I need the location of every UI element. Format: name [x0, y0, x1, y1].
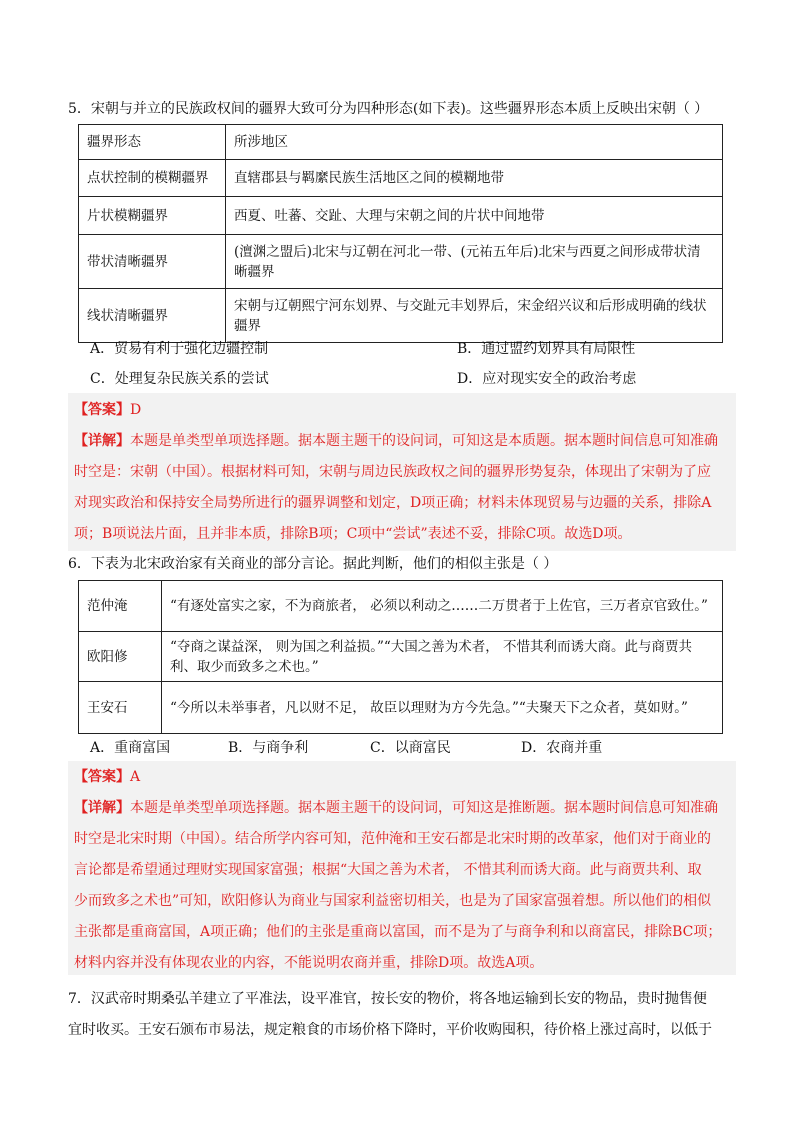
q6-quotes-table: [78, 580, 723, 734]
table-cell: 宋朝与辽朝熙宁河东划界、与交趾元丰划界后，宋金绍兴议和后形成明确的线状疆界: [226, 289, 723, 343]
detail-line: 项；B项说法片面，且并非本质，排除B项；C项中“尝试”表述不妥，排除C项。故选D项。: [74, 526, 632, 542]
table-cell: 范仲淹: [79, 581, 162, 632]
q5-border-table: [78, 124, 723, 343]
table-cell: 疆界形态: [79, 125, 226, 160]
option-c[interactable]: C．处理复杂民族关系的尝试: [90, 371, 269, 387]
table-cell: 点状控制的模糊疆界: [79, 160, 226, 197]
option-a[interactable]: A．贸易有利于强化边疆控制: [90, 341, 269, 357]
detail-line: 时空是北宋时期（中国）。结合所学内容可知，范仲淹和王安石都是北宋时期的改革家，他们对于商业的: [74, 831, 711, 847]
option-b[interactable]: B．与商争利: [228, 740, 309, 756]
q7-stem-line: 7．汉武帝时期桑弘羊建立了平准法，设平准官，按长安的物价，将各地运输到长安的物品，贵时抛售便: [68, 991, 707, 1007]
answer-value: A: [130, 769, 141, 785]
table-cell: 直辖郡县与羁縻民族生活地区之间的模糊地带: [226, 160, 723, 197]
detail-line: 言论都是希望通过理财实现国家富强；根据“大国之善为术者， 不惜其利而诱大商。此与商贾共利、取: [74, 862, 702, 878]
q5-stem: 5．宋朝与并立的民族政权间的疆界大致可分为四种形态(如下表)。这些疆界形态本质上反映出宋朝（ ）: [68, 101, 709, 117]
option-d[interactable]: D．应对现实安全的政治考虑: [457, 371, 637, 387]
table-row: [79, 197, 723, 235]
table-row: [79, 581, 723, 632]
detail-line: 本题是单类型单项选择题。据本题主题干的设问词，可知这是推断题。据本题时间信息可知准确: [130, 800, 718, 816]
table-cell: 所涉地区: [226, 125, 723, 160]
table-cell: 西夏、吐蕃、交趾、大理与宋朝之间的片状中间地带: [226, 197, 723, 235]
option-d[interactable]: D．农商并重: [521, 740, 603, 756]
q6-options: [90, 737, 710, 759]
detail-line: 时空是：宋朝（中国）。根据材料可知，宋朝与周边民族政权之间的疆界形势复杂，体现出了宋朝为了应: [74, 464, 711, 480]
table-row: [79, 160, 723, 197]
option-c[interactable]: C．以商富民: [370, 740, 451, 756]
detail-line: 本题是单类型单项选择题。据本题主题干的设问词，可知这是本质题。据本题时间信息可知准确: [130, 433, 718, 449]
detail-label: 【详解】: [74, 800, 130, 816]
table-cell: 片状模糊疆界: [79, 197, 226, 235]
table-cell: 欧阳修: [79, 632, 162, 682]
table-cell: 王安石: [79, 682, 162, 734]
table-cell: “有逐处富实之家，不为商旅者， 必须以利动之……二万贯者于上佐官，三万者京官致仕。”: [162, 581, 723, 632]
answer-value: D: [130, 402, 142, 418]
detail-line: 材料内容并没有体现农业的内容，不能说明农商并重，排除D项。故选A项。: [74, 955, 544, 971]
table-row: [79, 632, 723, 682]
q7-stem-line: 宜时收买。王安石颁布市易法，规定粮食的市场价格下降时，平价收购囤积，待价格上涨过高时，以低于: [68, 1022, 712, 1038]
table-row: [79, 235, 723, 289]
option-b[interactable]: B．通过盟约划界具有局限性: [457, 341, 636, 357]
answer-label: 【答案】: [74, 402, 130, 418]
q6-stem: 6．下表为北宋政治家有关商业的部分言论。据此判断，他们的相似主张是（ ）: [68, 556, 558, 572]
detail-line: 对现实政治和保持安全局势所进行的疆界调整和划定，D项正确；材料未体现贸易与边疆的关系，排除A: [74, 495, 712, 511]
table-row: [79, 682, 723, 734]
table-cell: 线状清晰疆界: [79, 289, 226, 343]
detail-line: 少而致多之术也”可知，欧阳修认为商业与国家利益密切相关，也是为了国家富强着想。所以他们的相似: [74, 893, 712, 909]
answer-label: 【答案】: [74, 769, 130, 785]
detail-label: 【详解】: [74, 433, 130, 449]
q5-answer-block: [68, 393, 736, 551]
table-row: [79, 289, 723, 343]
q6-answer-block: [68, 761, 736, 975]
option-a[interactable]: A．重商富国: [90, 740, 171, 756]
table-row: [79, 125, 723, 160]
q5-options: [90, 338, 710, 388]
table-cell: (澶渊之盟后)北宋与辽朝在河北一带、(元祐五年后)北宋与西夏之间形成带状清晰疆界: [226, 235, 723, 289]
table-cell: “今所以未举事者，凡以财不足， 故臣以理财为方今先急。”“夫聚天下之众者，莫如财。”: [162, 682, 723, 734]
table-cell: 带状清晰疆界: [79, 235, 226, 289]
table-cell: “夺商之谋益深， 则为国之利益损。”“大国之善为术者， 不惜其利而诱大商。此与商贾共利、取少而致多之术也。”: [162, 632, 723, 682]
detail-line: 主张都是重商富国，A项正确；他们的主张是重商以富国，而不是为了与商争利和以商富民，排除BC项；: [74, 924, 722, 940]
